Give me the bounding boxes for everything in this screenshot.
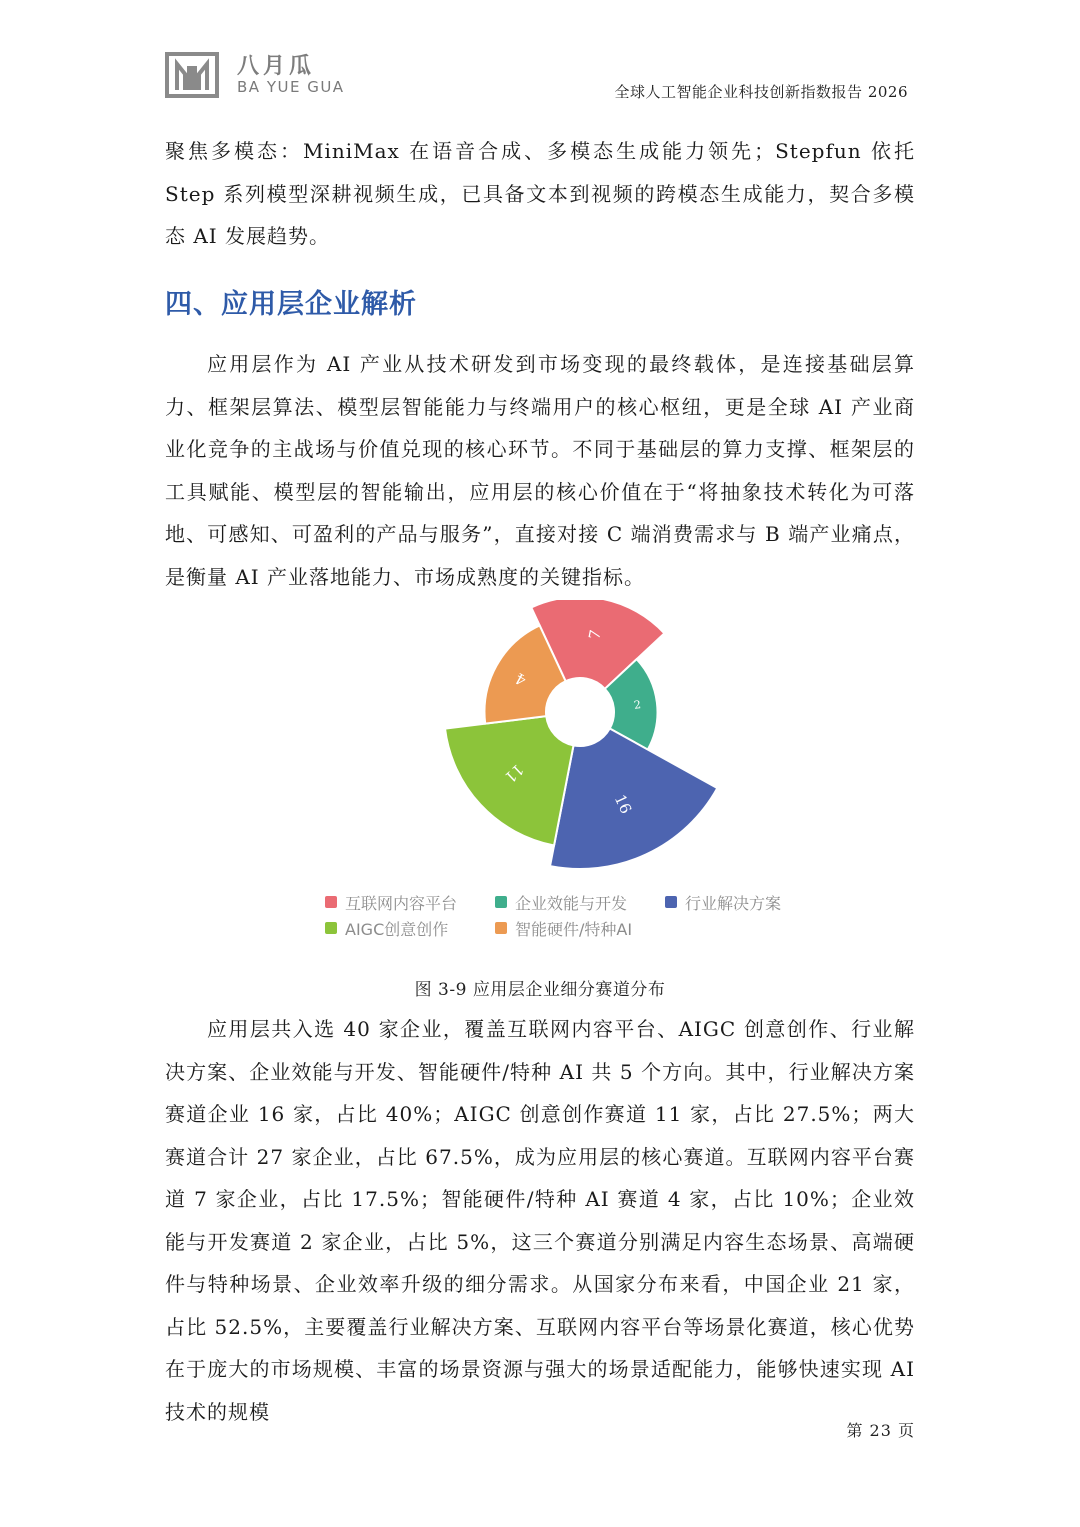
paragraph-application-layer: 应用层作为 AI 产业从技术研发到市场变现的最终载体，是连接基础层算力、框架层算法、模型层智能能力与终端用户的核心枢纽，更是全球 AI 产业商业化竞争的主战场与价值兑现的核心环节。不同于基础层的算力支撑、框架层的工具赋能、模型层的智能输出，应用层的核心价值在于“将抽象技术转化为可落地、可感知、可盈利的产品与服务”，直接对接 C 端消费需求与 B 端产业痛点，是衡量 AI 产业落地能力、市场成熟度的关键指标。 [165,352,915,589]
legend-item [495,891,665,914]
rose-slice-label: 16 [610,791,636,817]
logo-chinese-wordmark [237,52,357,76]
legend-label: 智能硬件/特种AI [515,919,633,939]
rose-slice-label: 7 [585,628,605,642]
legend-label: 互联网内容平台 [345,893,458,913]
logo-english-wordmark: BA YUE GUA [237,78,345,96]
document-title: 全球人工智能企业科技创新指数报告 2026 [614,83,908,101]
legend-item [325,891,495,914]
legend-swatch [495,896,507,908]
paragraph-multimodal: 聚焦多模态：MiniMax 在语音合成、多模态生成能力领先；Stepfun 依托 Step 系列模型深耕视频生成，已具备文本到视频的跨模态生成能力，契合多模态 AI 发展趋势。 [165,139,915,248]
legend-row [325,915,845,941]
logo-cn-text: 八月瓜 [237,54,316,76]
rose-slice [550,728,717,869]
page-number: 第 23 页 [846,1421,915,1440]
legend-label: 企业效能与开发 [515,893,628,913]
rose-slice-label: 2 [633,698,642,712]
legend-item [665,891,781,914]
logo-mark-icon [165,52,219,98]
section-heading: 四、应用层企业解析 [165,289,417,320]
rose-slice-label: 4 [512,668,530,690]
paragraph-analysis: 应用层共入选 40 家企业，覆盖互联网内容平台、AIGC 创意创作、行业解决方案、企业效能与开发、智能硬件/特种 AI 共 5 个方向。其中，行业解决方案赛道企业 16 家，占比 40%；AIGC 创意创作赛道 11 家，占比 27.5%；两大赛道合计 27 家企业，占比 67.5%，成为应用层的核心赛道。互联网内容平台赛道 7 家企业，占比 17.5%；智能硬件/特种 AI 赛道 4 家，占比 10%；企业效能与开发赛道 2 家企业，占比 5%，这三个赛道分别满足内容生态场景、高端硬件与特种场景、企业效率升级的细分需求。从国家分布来看，中国企业 21 家，占比 52.5%，主要覆盖行业解决方案、互联网内容平台等场景化赛道，核心优势在于庞大的市场规模、丰富的场景资源与强大的场景适配能力，能够快速实现 AI 技术的规模 [165,1017,915,1424]
legend-swatch [495,922,507,934]
legend-item [325,917,495,940]
legend-swatch [325,922,337,934]
legend-label: AIGC创意创作 [345,919,449,939]
chart-legend [325,889,845,941]
legend-swatch [325,896,337,908]
legend-swatch [665,896,677,908]
legend-row [325,889,845,915]
legend-label: 行业解决方案 [685,893,782,913]
rose-slice-label: 11 [500,760,528,787]
figure-caption: 图 3-9 应用层企业细分赛道分布 [414,980,666,1000]
application-layer-rose-chart [0,600,1080,890]
legend-item [495,917,632,940]
brand-logo [165,52,365,100]
